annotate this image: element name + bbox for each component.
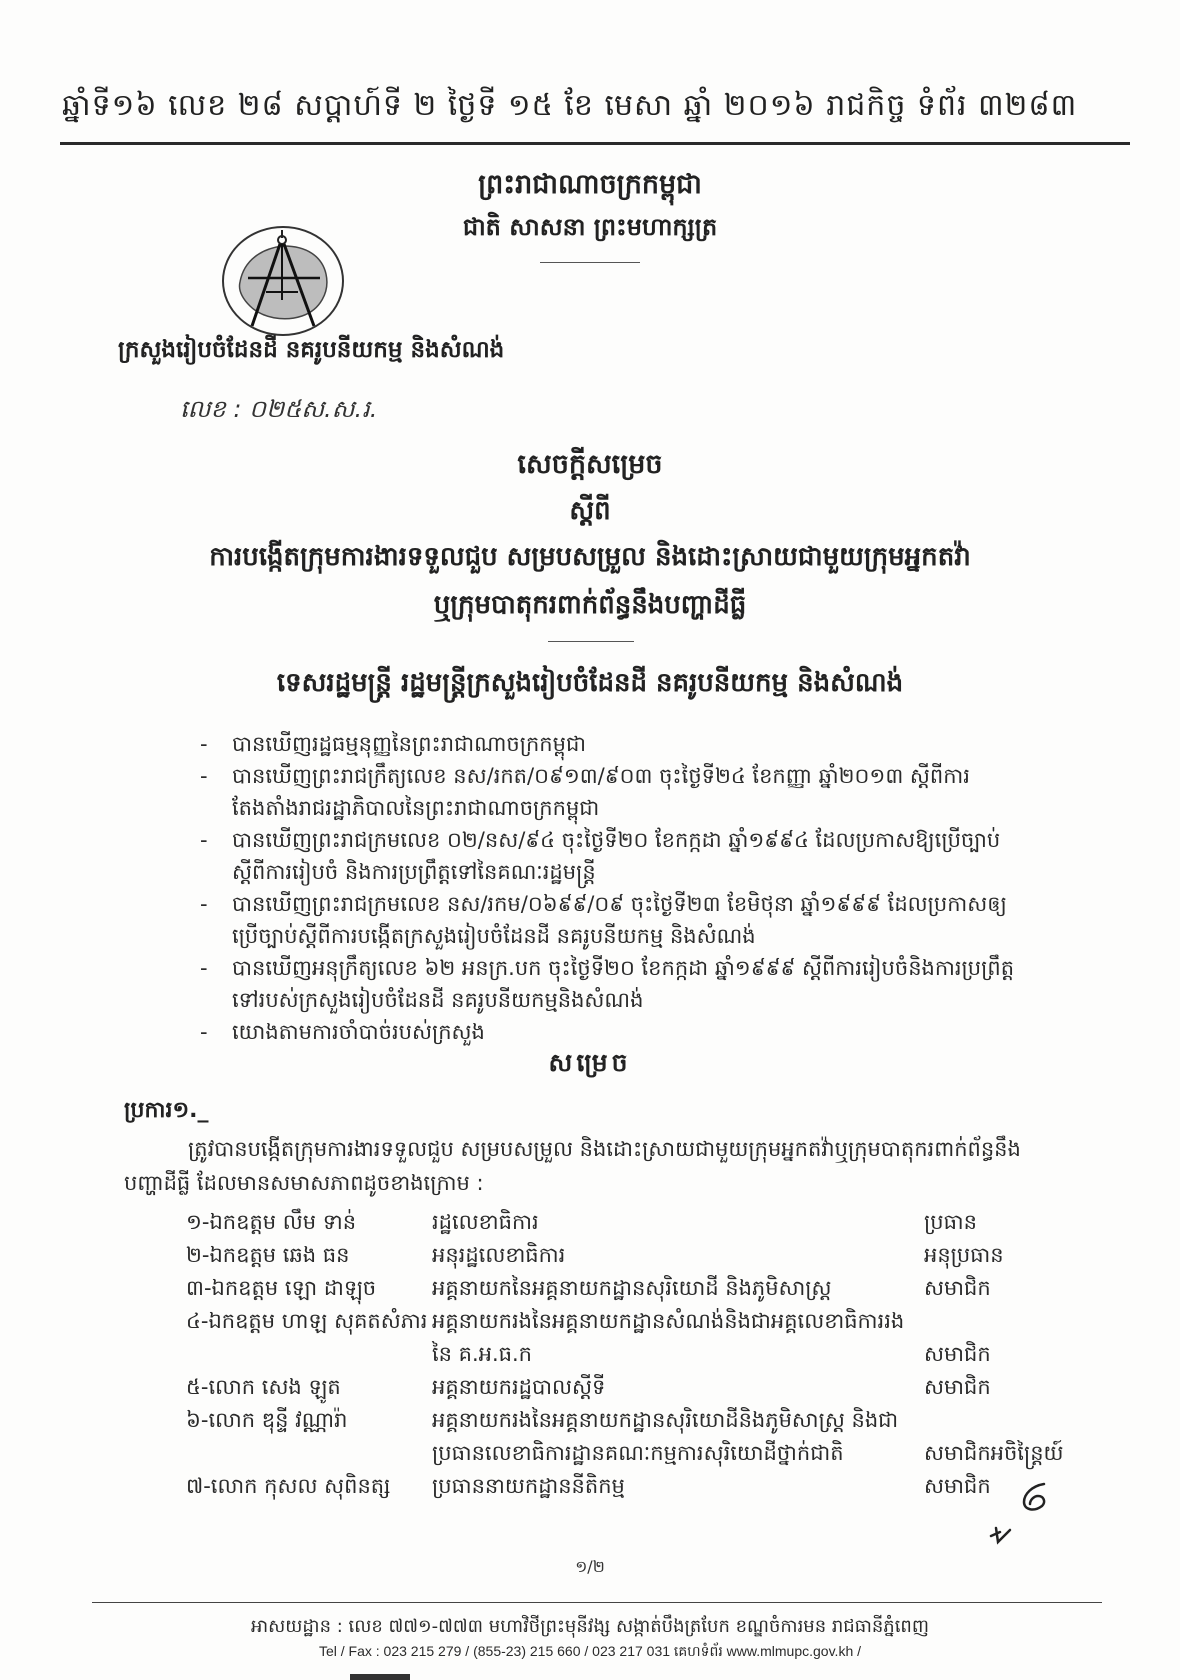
reference-item	[200, 1016, 1030, 1048]
reference-dash: -	[200, 1020, 208, 1044]
subject-line-1: ការបង្កើតក្រុមការងារទទួលជួប សម្របសម្រួល និងដោះស្រាយជាមួយក្រុមអ្នកតវ៉ា	[209, 542, 971, 572]
scan-edge-mark	[350, 1674, 410, 1680]
subject-line-2: ឬក្រុមបាតុករពាក់ព័ន្ធនឹងបញ្ហាដីធ្លី	[433, 590, 747, 620]
handwritten-initial-icon	[1014, 1478, 1054, 1518]
reference-item	[200, 824, 1030, 888]
reference-text: បានឃើញព្រះរាជក្រមលេខ នស/រកម/០៦៩៩/០៩ ចុះថ្ងៃទី២៣ ខែមិថុនា ឆ្នាំ១៩៩៩ ដែលប្រកាសឲ្យប្រើច្បាប់ស្តីពីការបង្កើតក្រសួងរៀបចំដែនដី នគរូបនីយកម្ម និងសំណង់	[232, 892, 1007, 948]
member-name: ៣-ឯកឧត្តម ឡោ ដាឡុច	[186, 1276, 377, 1300]
member-role: អគ្គនាយករដ្ឋបាលស្តីទី	[432, 1375, 606, 1399]
ministry-seal-icon	[218, 222, 348, 340]
member-row	[186, 1305, 1066, 1371]
member-name: ៧-លោក កុសល សុពិនត្ស	[186, 1474, 391, 1498]
member-list	[186, 1206, 1066, 1503]
member-name: ២-ឯកឧត្តម ឆេង ធន	[186, 1243, 350, 1267]
decision-heading: សម្រេច	[548, 1048, 632, 1077]
document-number: លេខ : ០២៥ស.ស.រ.	[180, 395, 378, 423]
legal-references	[200, 728, 1030, 1048]
member-row	[186, 1272, 1066, 1305]
member-position: ប្រធាន	[924, 1210, 977, 1234]
member-role: រដ្ឋលេខាធិការ	[432, 1210, 539, 1234]
reference-item	[200, 952, 1030, 1016]
member-role: អគ្គនាយករងនៃអគ្គនាយកដ្ឋានសំណង់និងជាអគ្គលេខាធិការរងនៃ គ.អ.ធ.ក	[432, 1309, 905, 1366]
reference-dash: -	[200, 892, 208, 916]
national-motto: ជាតិ សាសនា ព្រះមហាក្សត្រ	[462, 213, 718, 241]
reference-dash: -	[200, 764, 208, 788]
title-divider	[548, 641, 634, 642]
member-name: ៦-លោក ឌុន្ទី វណ្ណារ៉ា	[186, 1408, 348, 1432]
reference-text: បានឃើញព្រះរាជក្រមលេខ ០២/នស/៩៤ ចុះថ្ងៃទី២០ ខែកក្កដា ឆ្នាំ១៩៩៤ ដែលប្រកាសឱ្យប្រើច្បាប់ស្តីពីការរៀបចំ និងការប្រព្រឹត្តទៅនៃគណៈរដ្ឋមន្ត្រី	[232, 828, 1001, 884]
reference-dash: -	[200, 828, 208, 852]
motto-divider	[540, 262, 640, 263]
reference-item	[200, 888, 1030, 952]
reference-item	[200, 760, 1030, 824]
member-role: ប្រធាននាយកដ្ឋាននីតិកម្ម	[432, 1474, 625, 1498]
member-row	[186, 1239, 1066, 1272]
reference-dash: -	[200, 732, 208, 756]
member-name: ៤-ឯកឧត្តម ហាឡ សុគតសំភារ	[186, 1309, 428, 1333]
member-position: សមាជិកអចិន្ត្រៃយ៍	[924, 1441, 1064, 1465]
issuer-title: ទេសរដ្ឋមន្ត្រី រដ្ឋមន្ត្រីក្រសួងរៀបចំដែនដី នគរូបនីយកម្ម និងសំណង់	[276, 668, 904, 698]
member-row	[186, 1371, 1066, 1404]
ministry-name: ក្រសួងរៀបចំដែនដី នគរូបនីយកម្ម និងសំណង់	[118, 337, 505, 363]
article-label: ប្រការ១._	[124, 1098, 209, 1123]
member-role: អគ្គនាយករងនៃអគ្គនាយកដ្ឋានសុរិយោដីនិងភូមិសាស្ត្រ និងជាប្រធានលេខាធិការដ្ឋានគណៈកម្មការសុរិយោដីថ្នាក់ជាតិ	[432, 1408, 899, 1465]
subject-label: ស្តីពី	[569, 496, 611, 526]
member-name: ៥-លោក សេង ឡូត	[186, 1375, 341, 1399]
header-divider	[60, 142, 1130, 145]
footer-divider	[92, 1602, 1102, 1603]
reference-text: បានឃើញព្រះរាជក្រឹត្យលេខ នស/រកត/០៩១៣/៩០៣ ចុះថ្ងៃទី២៤ ខែកញ្ញា ឆ្នាំ២០១៣ ស្តីពីការតែងតាំងរាជរដ្ឋាភិបាលនៃព្រះរាជាណាចក្រកម្ពុជា	[232, 764, 970, 820]
reference-text: បានឃើញរដ្ឋធម្មនុញ្ញនៃព្រះរាជាណាចក្រកម្ពុជា	[232, 732, 586, 756]
page-number: ១/២	[575, 1557, 605, 1576]
member-position: សមាជិក	[924, 1474, 991, 1498]
reference-text: យោងតាមការចាំបាច់របស់ក្រសួង	[232, 1020, 485, 1044]
member-position: សមាជិក	[924, 1342, 991, 1366]
kingdom-name: ព្រះរាជាណាចក្រកម្ពុជា	[478, 169, 702, 200]
reference-item	[200, 728, 1030, 760]
footer-address: អាសយដ្ឋាន : លេខ ៧៧១-៧៧៣ មហាវិថីព្រះមុនីវង្ស សង្កាត់បឹងត្របែក ខណ្ឌចំការមន រាជធានីភ្នំពេញ	[251, 1616, 929, 1637]
footer-contact: Tel / Fax : 023 215 279 / (855-23) 215 660 / 023 217 031 គេហទំព័រ www.mlmupc.gov.kh /	[318, 1643, 862, 1659]
gazette-header: ឆ្នាំទី១៦ លេខ ២៨ សប្តាហ៍ទី ២ ថ្ងៃទី ១៥ ខែ មេសា ឆ្នាំ ២០១៦ រាជកិច្ច ទំព័រ ៣២៨៣	[62, 88, 1078, 123]
member-role: អនុរដ្ឋលេខាធិការ	[432, 1243, 566, 1267]
member-name: ១-ឯកឧត្តម លឹម ទាន់	[186, 1210, 357, 1234]
member-row	[186, 1206, 1066, 1239]
member-position: សមាជិក	[924, 1375, 991, 1399]
article-paragraph: ត្រូវបានបង្កើតក្រុមការងារទទួលជួប សម្របសម្រួល និងដោះស្រាយជាមួយក្រុមអ្នកតវ៉ាឬក្រុមបាតុករពាក់ព័ន្ធនឹងបញ្ហាដីធ្លី ដែលមានសមាសភាពដូចខាងក្រោម :	[124, 1137, 1021, 1195]
member-role: អគ្គនាយកនៃអគ្គនាយកដ្ឋានសុរិយោដី និងភូមិសាស្ត្រ	[432, 1276, 832, 1300]
member-position: សមាជិក	[924, 1276, 991, 1300]
member-row	[186, 1404, 1066, 1470]
member-row	[186, 1470, 1066, 1503]
decision-title: សេចក្តីសម្រេច	[517, 449, 663, 480]
handwritten-tick-icon	[988, 1524, 1018, 1546]
reference-text: បានឃើញអនុក្រឹត្យលេខ ៦២ អនក្រ.បក ចុះថ្ងៃទី២០ ខែកក្កដា ឆ្នាំ១៩៩៩ ស្តីពីការរៀបចំនិងការប្រព្រឹត្តទៅរបស់ក្រសួងរៀបចំដែនដី នគរូបនីយកម្មនិងសំណង់	[232, 956, 1015, 1012]
reference-dash: -	[200, 956, 208, 980]
member-position: អនុប្រធាន	[924, 1243, 1004, 1267]
